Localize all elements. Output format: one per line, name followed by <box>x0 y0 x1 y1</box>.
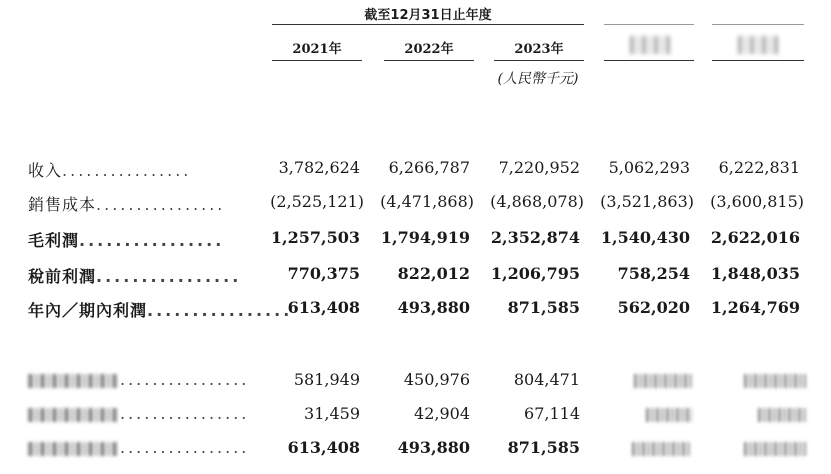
redacted-value <box>744 374 806 388</box>
year-rule-redacted-1 <box>604 60 694 61</box>
row-cost-of-sales <box>28 192 818 218</box>
header-rule-blurred-1 <box>604 24 694 25</box>
value-period-1: 1,540,430 <box>600 228 690 247</box>
row-label: 銷售成本................ <box>28 195 226 214</box>
redacted-value <box>634 374 692 388</box>
header-group-rule <box>272 24 584 25</box>
value-2021: 613,408 <box>287 438 360 457</box>
value-2023: 7,220,952 <box>498 158 580 177</box>
year-header-redacted-2 <box>738 36 778 54</box>
value-period-2: 1,848,035 <box>710 264 800 283</box>
row-profit-for-period <box>28 298 818 324</box>
redacted-label <box>28 442 118 456</box>
value-2022: 42,904 <box>414 404 470 423</box>
row-revenue <box>28 158 818 184</box>
value-2023: 67,114 <box>524 404 580 423</box>
value-2022: 6,266,787 <box>388 158 470 177</box>
value-2021: 3,782,624 <box>278 158 360 177</box>
value-2022: 1,794,919 <box>380 228 470 247</box>
redacted-value <box>632 442 692 456</box>
year-rule-2022 <box>384 60 474 61</box>
value-2023: 2,352,874 <box>490 228 580 247</box>
year-rule-2021 <box>272 60 362 61</box>
value-2023: 804,471 <box>513 370 580 389</box>
value-2022: 493,880 <box>397 438 470 457</box>
redacted-value <box>646 408 692 422</box>
row-gross-profit <box>28 228 818 254</box>
value-2021: 1,257,503 <box>270 228 360 247</box>
row-label: 毛利潤................ <box>28 231 225 250</box>
value-2023: 871,585 <box>507 438 580 457</box>
value-2022: 493,880 <box>397 298 470 317</box>
value-period-1: 5,062,293 <box>608 158 690 177</box>
value-period-2: 1,264,769 <box>710 298 800 317</box>
row-profit-before-tax <box>28 264 818 290</box>
value-period-2: (3,600,815) <box>710 192 804 211</box>
header-rule-blurred-2 <box>712 24 804 25</box>
row-label: 稅前利潤................ <box>28 267 242 286</box>
year-rule-redacted-2 <box>712 60 804 61</box>
redacted-label <box>28 374 118 388</box>
value-period-1: 562,020 <box>617 298 690 317</box>
row-label: 收入................ <box>28 161 192 180</box>
row-label: 年內／期內利潤................ <box>28 301 293 320</box>
unit-label: (人民幣千元) <box>497 71 579 87</box>
redacted-label <box>28 408 118 422</box>
year-header-2023: 2023年 <box>514 42 564 57</box>
year-header-2022: 2022年 <box>404 42 454 57</box>
period-group-header: 截至12月31日止年度 <box>364 8 492 23</box>
value-2023: 871,585 <box>507 298 580 317</box>
value-2022: (4,471,868) <box>380 192 474 211</box>
value-2021: 31,459 <box>304 404 360 423</box>
value-period-1: (3,521,863) <box>600 192 694 211</box>
row-attribution-2 <box>28 404 818 430</box>
leader-dots: ................ <box>120 438 250 457</box>
value-2023: 1,206,795 <box>490 264 580 283</box>
value-2021: 770,375 <box>287 264 360 283</box>
value-2023: (4,868,078) <box>490 192 584 211</box>
row-attribution-total <box>28 438 818 464</box>
redacted-value <box>758 408 806 422</box>
year-header-2021: 2021年 <box>292 42 342 57</box>
value-period-1: 758,254 <box>617 264 690 283</box>
leader-dots: ................ <box>120 370 250 389</box>
value-period-2: 6,222,831 <box>718 158 800 177</box>
value-2021: 613,408 <box>287 298 360 317</box>
row-attribution-1 <box>28 370 818 396</box>
value-2022: 822,012 <box>397 264 470 283</box>
value-2021: (2,525,121) <box>270 192 364 211</box>
year-header-redacted-1 <box>630 36 670 54</box>
value-2022: 450,976 <box>403 370 470 389</box>
year-rule-2023 <box>494 60 584 61</box>
value-2021: 581,949 <box>293 370 360 389</box>
leader-dots: ................ <box>120 404 250 423</box>
redacted-value <box>744 442 806 456</box>
value-period-2: 2,622,016 <box>710 228 800 247</box>
